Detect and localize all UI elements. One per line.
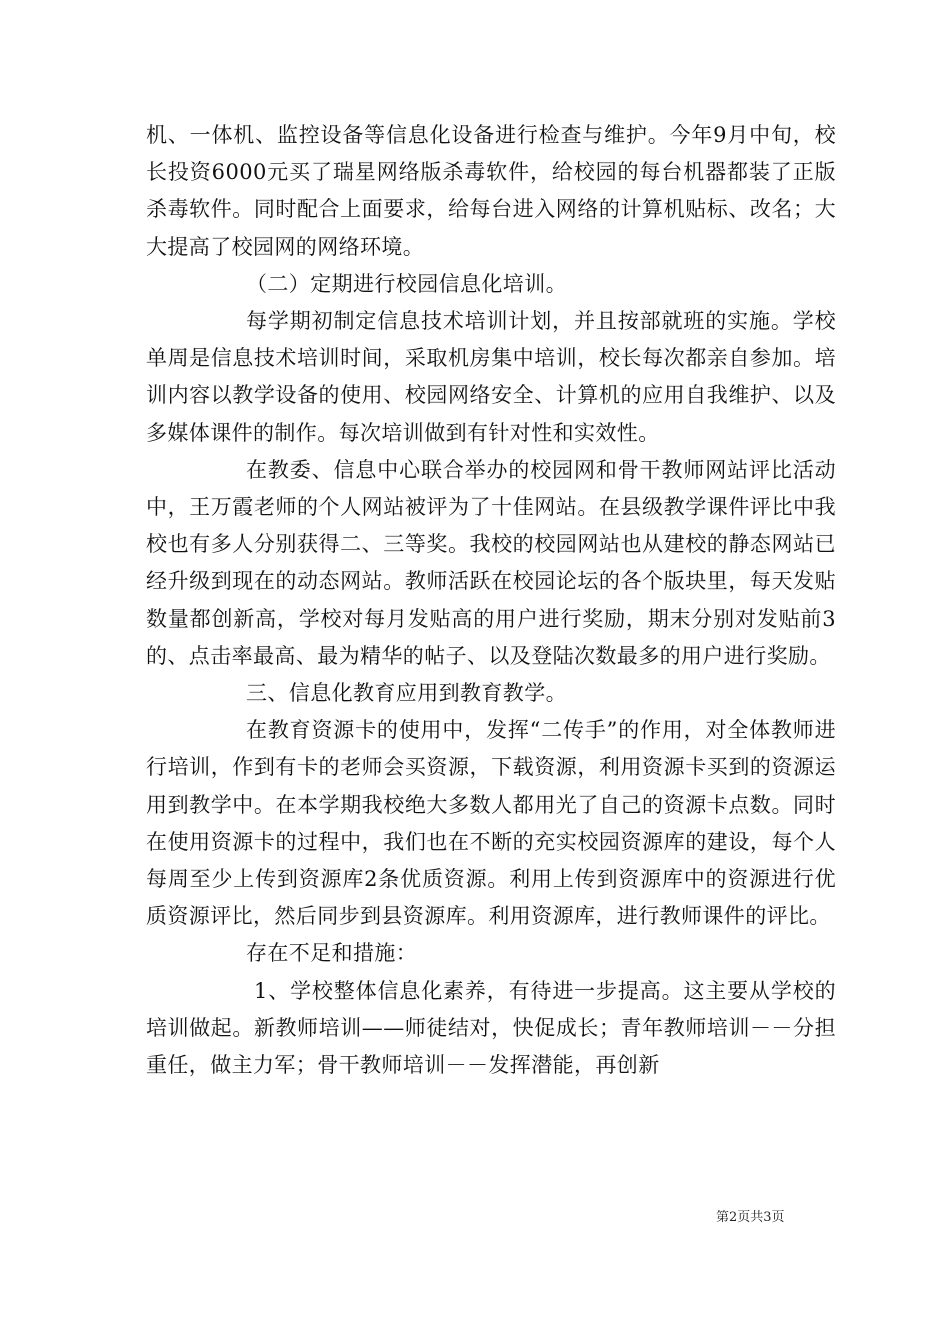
- paragraph-improvement-1: 1、学校整体信息化素养，有待进一步提高。这主要从学校的培训做起。新教师培训——师徒结对，快促成长；青年教师培训－－分担重任，做主力军；骨干教师培训－－发挥潜能，再创新: [146, 978, 836, 1078]
- heading-shortcomings: 存在不足和措施：: [246, 941, 418, 966]
- body-text: [146, 117, 836, 1084]
- heading-application: 三、信息化教育应用到教育教学。: [246, 681, 567, 706]
- paragraph-training-plan: 每学期初制定信息技术培训计划，并且按部就班的实施。学校单周是信息技术培训时间，采取机房集中培训，校长每次都亲自参加。培训内容以教学设备的使用、校园网络安全、计算机的应用自我维护、以及多媒体课件的制作。每次培训做到有针对性和实效性。: [146, 309, 836, 445]
- paragraph-resource-card: 在教育资源卡的使用中，发挥“二传手”的作用，对全体教师进行培训，作到有卡的老师会买资源，下载资源，利用资源卡买到的资源运用到教学中。在本学期我校绝大多数人都用光了自己的资源卡点数。同时在使用资源卡的过程中，我们也在不断的充实校园资源库的建设，每个人每周至少上传到资源库2条优质资源。利用上传到资源库中的资源进行优质资源评比，然后同步到县资源库。利用资源库，进行教师课件的评比。: [146, 718, 836, 929]
- heading-training: （二）定期进行校园信息化培训。: [246, 271, 567, 296]
- paragraph-website-awards: 在教委、信息中心联合举办的校园网和骨干教师网站评比活动中，王万霞老师的个人网站被评为了十佳网站。在县级教学课件评比中我校也有多人分别获得二、三等奖。我校的校园网站也从建校的静态网站已经升级到现在的动态网站。教师活跃在校园论坛的各个版块里，每天发贴数量都创新高，学校对每月发贴高的用户进行奖励，期末分别对发贴前3的、点击率最高、最为精华的帖子、以及登陆次数最多的用户进行奖励。: [146, 457, 836, 668]
- paragraph-equipment-maintenance: 机、一体机、监控设备等信息化设备进行检查与维护。今年9月中旬，校长投资6000元买了瑞星网络版杀毒软件，给校园的每台机器都装了正版杀毒软件。同时配合上面要求，给每台进入网络的计算机贴标、改名；大大提高了校园网的网络环境。: [146, 123, 836, 259]
- page-number-footer: 第2页共3页: [716, 1210, 785, 1225]
